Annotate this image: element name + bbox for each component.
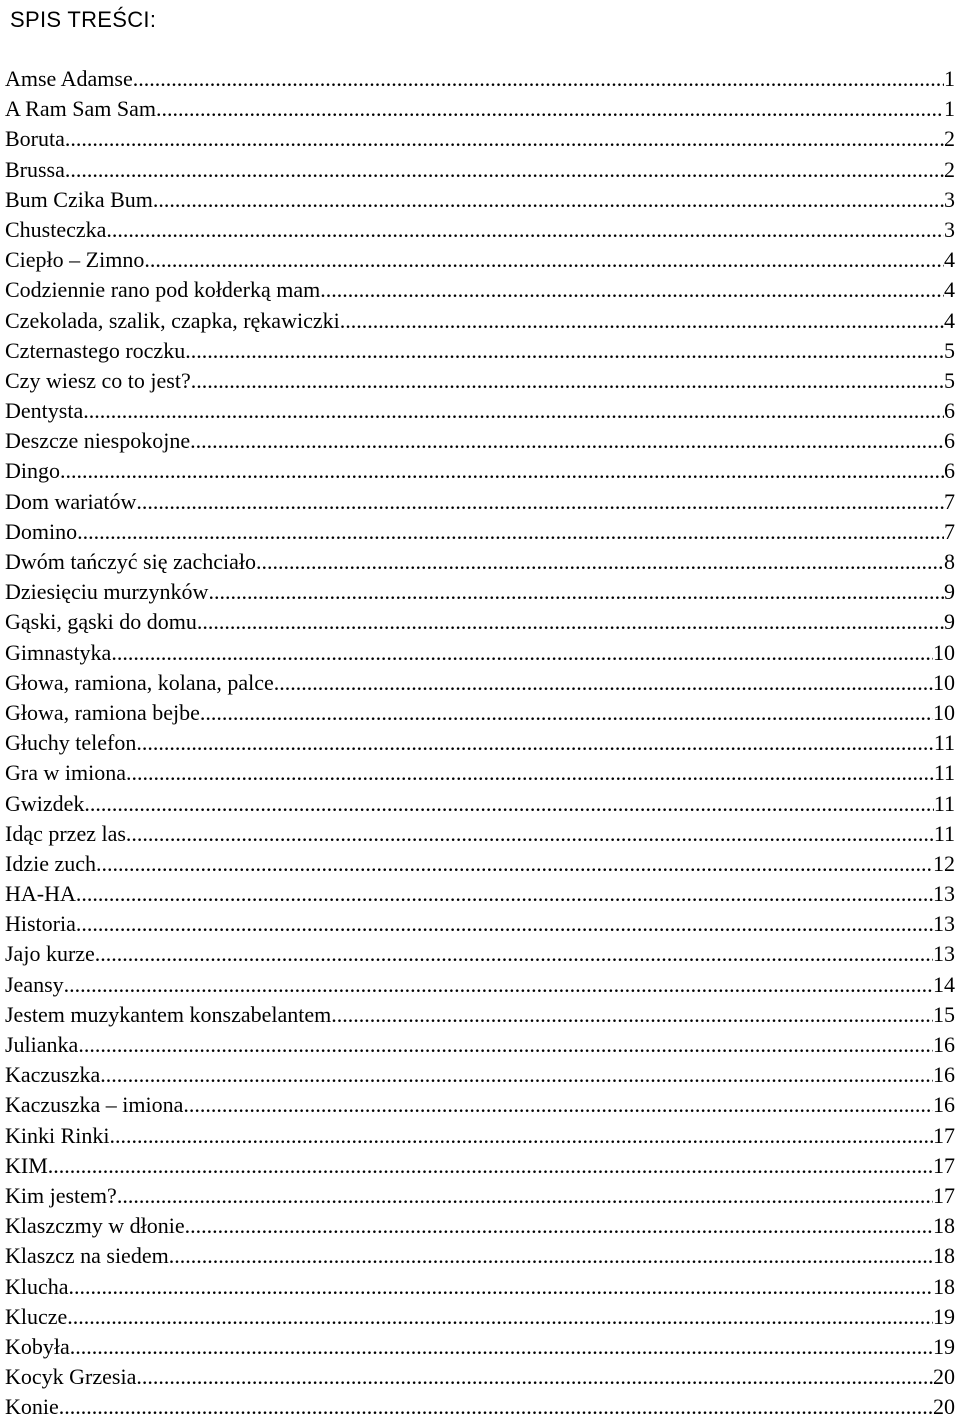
toc-dot-leader [111,638,933,668]
toc-dot-leader [78,1030,933,1060]
toc-entry [5,124,955,154]
toc-entry [5,275,955,305]
toc-entry [5,336,955,366]
toc-entry-page-number: 13 [933,911,955,937]
toc-entry-page-number: 18 [933,1213,955,1239]
toc-entry-page-number: 18 [933,1273,955,1299]
toc-entry-title: Dwóm tańczyć się zachciało [5,549,257,574]
toc-entry [5,456,955,486]
toc-entry-page-number: 20 [933,1394,955,1420]
toc-entry-page-number: 18 [933,1243,955,1269]
toc-dot-leader [76,909,933,939]
toc-entry-page-number: 4 [944,247,955,273]
toc-dot-leader [156,94,944,124]
toc-entry [5,1151,955,1181]
toc-entry [5,819,955,849]
toc-entry-title: Idąc przez las [5,820,126,846]
toc-entry-title: Chusteczka [5,216,107,242]
toc-entry-page-number: 17 [933,1122,955,1148]
toc-entry-title: Dom wariatów [5,488,137,514]
toc-entry-page-number: 19 [933,1303,955,1329]
toc-entry-title: Kaczuszka [5,1062,101,1088]
toc-dot-leader [126,819,934,849]
toc-entry-title: Klucze [5,1303,68,1329]
toc-entry-page-number: 11 [933,790,955,816]
toc-entry [5,1392,955,1422]
toc-entry-title: Kocyk Grzesia [5,1364,137,1390]
toc-entry-title: Kinki Rinki [5,1122,110,1148]
toc-entry-page-number: 10 [933,639,955,665]
toc-entry-page-number: 3 [944,186,955,212]
toc-entry-page-number: 9 [944,579,955,605]
toc-dot-leader [190,426,944,456]
toc-entry [5,939,955,969]
toc-entry [5,607,955,637]
toc-entry-page-number: 20 [933,1364,955,1390]
toc-entry [5,245,955,275]
toc-entry-title: Czternastego roczku [5,337,186,363]
toc-entry-title: Idzie zuch [5,850,96,876]
toc-entry-title: Jestem muzykantem konszabelantem [5,1001,332,1027]
toc-entry [5,1030,955,1060]
toc-entry-page-number: 16 [933,1062,955,1088]
toc-entry-page-number: 6 [944,398,955,424]
toc-entry-title: Gimnastyka [5,639,112,665]
toc-entry-page-number: 2 [944,156,955,182]
toc-entry [5,215,955,245]
toc-dot-leader [274,668,933,698]
toc-dot-leader [136,1362,933,1392]
toc-entry-page-number: 16 [933,1032,955,1057]
toc-entry-page-number: 19 [933,1333,955,1359]
toc-dot-leader [83,396,944,426]
toc-entry-title: Kim jestem? [5,1182,117,1208]
toc-entry-title: Ciepło – Zimno [5,247,145,273]
toc-dot-leader [76,879,933,909]
toc-entry-page-number: 11 [933,820,955,846]
toc-entry-title: Dentysta [5,398,84,424]
toc-entry-page-number: 8 [944,549,955,574]
toc-dot-leader [136,487,944,517]
toc-entry [5,1181,955,1211]
toc-entry-title: Amse Adamse [5,66,133,91]
toc-entry [5,94,955,124]
toc-entry-title: Boruta [5,126,65,152]
toc-entry-title: Gąski, gąski do domu [5,609,197,635]
toc-entry-page-number: 7 [944,518,955,544]
toc-dot-leader [153,185,944,215]
toc-entry-page-number: 13 [933,941,955,967]
toc-dot-leader [200,698,933,728]
toc-entry [5,849,955,879]
toc-entry-title: HA-HA [5,881,76,907]
toc-entry-page-number: 13 [933,881,955,907]
toc-entry-page-number: 6 [944,458,955,484]
toc-dot-leader [191,366,944,396]
toc-entry [5,155,955,185]
toc-entry [5,517,955,547]
toc-dot-leader [64,970,933,1000]
toc-entry-page-number: 12 [933,850,955,876]
toc-entry-title: Gwizdek [5,790,85,816]
toc-entry [5,970,955,1000]
toc-dot-leader [48,1151,933,1181]
toc-entry-title: Kaczuszka – imiona [5,1092,184,1118]
toc-dot-leader [133,64,944,94]
toc-entry-title: Gra w imiona [5,760,126,786]
page-title: SPIS TREŚCI: [10,7,157,32]
toc-dot-leader [185,336,944,366]
toc-dot-leader [117,1181,933,1211]
toc-entry [5,1302,955,1332]
toc-dot-leader [144,245,944,275]
toc-entry-title: Codziennie rano pod kołderką mam [5,277,321,303]
table-of-contents [5,64,955,1422]
toc-entry-page-number: 1 [944,66,955,91]
toc-entry-title: Klaszcz na siedem [5,1243,169,1269]
toc-dot-leader [65,155,944,185]
toc-dot-leader [77,517,944,547]
toc-entry-title: Głowa, ramiona, kolana, palce [5,669,274,695]
toc-entry [5,698,955,728]
toc-entry-page-number: 2 [944,126,955,152]
toc-entry-title: Dingo [5,458,60,484]
toc-entry-title: Bum Czika Bum [5,186,153,212]
toc-dot-leader [136,728,933,758]
toc-entry [5,1332,955,1362]
toc-entry [5,789,955,819]
toc-entry-title: Brussa [5,156,65,182]
toc-entry-page-number: 10 [933,669,955,695]
toc-entry [5,487,955,517]
toc-entry-title: KIM [5,1152,48,1178]
toc-dot-leader [208,577,944,607]
toc-entry-title: Czy wiesz co to jest? [5,367,191,393]
toc-entry-title: A Ram Sam Sam [5,96,156,122]
toc-entry-title: Julianka [5,1032,79,1057]
toc-dot-leader [183,1090,933,1120]
toc-entry-page-number: 5 [944,367,955,393]
toc-dot-leader [100,1060,933,1090]
toc-dot-leader [169,1241,933,1271]
toc-entry-page-number: 11 [933,760,955,786]
toc-entry [5,185,955,215]
toc-entry-title: Deszcze niespokojne [5,428,191,454]
toc-entry-title: Klucha [5,1273,69,1299]
toc-entry-title: Głowa, ramiona bejbe [5,699,200,725]
toc-dot-leader [340,306,944,336]
toc-entry-title: Historia [5,911,76,937]
toc-entry-page-number: 9 [944,609,955,635]
toc-dot-leader [95,939,933,969]
toc-entry [5,1000,955,1030]
toc-entry-title: Głuchy telefon [5,730,137,756]
toc-entry-title: Jajo kurze [5,941,95,967]
toc-entry-page-number: 1 [944,96,955,122]
toc-dot-leader [110,1121,933,1151]
toc-entry [5,728,955,758]
toc-entry-title: Dziesięciu murzynków [5,579,209,605]
toc-entry-page-number: 10 [933,699,955,725]
toc-entry-page-number: 17 [933,1152,955,1178]
toc-entry [5,638,955,668]
toc-dot-leader [67,1302,933,1332]
toc-entry [5,1211,955,1241]
toc-dot-leader [256,547,944,577]
toc-entry [5,1272,955,1302]
toc-entry [5,366,955,396]
toc-entry [5,758,955,788]
toc-entry [5,668,955,698]
toc-entry-page-number: 6 [944,428,955,454]
toc-entry [5,1241,955,1271]
toc-entry [5,64,955,94]
toc-entry-page-number: 14 [933,971,955,997]
toc-entry-page-number: 5 [944,337,955,363]
toc-dot-leader [84,789,933,819]
toc-entry-title: Domino [5,518,78,544]
toc-entry-page-number: 7 [944,488,955,514]
toc-entry-title: Czekolada, szalik, czapka, rękawiczki [5,307,340,333]
toc-entry [5,909,955,939]
toc-entry [5,577,955,607]
toc-entry-title: Konie [5,1394,59,1420]
toc-entry-title: Kobyła [5,1333,70,1359]
toc-dot-leader [96,849,933,879]
toc-entry-page-number: 16 [933,1092,955,1118]
toc-dot-leader [69,1272,933,1302]
toc-dot-leader [126,758,934,788]
toc-entry-page-number: 3 [944,216,955,242]
toc-entry [5,1060,955,1090]
toc-entry [5,426,955,456]
toc-dot-leader [60,456,944,486]
toc-entry-title: Klaszczmy w dłonie [5,1213,185,1239]
toc-dot-leader [106,215,944,245]
toc-entry-title: Jeansy [5,971,64,997]
toc-dot-leader [197,607,944,637]
toc-dot-leader [65,124,944,154]
toc-entry-page-number: 4 [944,277,955,303]
toc-dot-leader [70,1332,933,1362]
toc-entry-page-number: 15 [933,1001,955,1027]
toc-entry [5,879,955,909]
toc-entry [5,1090,955,1120]
toc-entry [5,1121,955,1151]
toc-dot-leader [185,1211,933,1241]
toc-entry [5,547,955,577]
toc-dot-leader [59,1392,933,1422]
toc-entry-page-number: 11 [933,730,955,756]
toc-entry [5,1362,955,1392]
toc-entry [5,396,955,426]
toc-entry-page-number: 17 [933,1182,955,1208]
toc-dot-leader [331,1000,933,1030]
toc-entry [5,306,955,336]
toc-dot-leader [320,275,944,305]
toc-entry-page-number: 4 [944,307,955,333]
